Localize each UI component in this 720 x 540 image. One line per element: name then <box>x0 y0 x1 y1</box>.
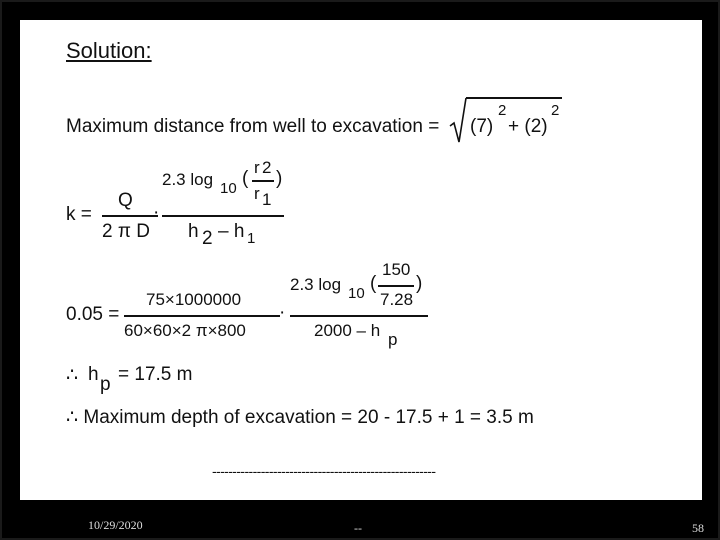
r2-subscript: 2 <box>262 158 272 177</box>
r2-symbol: r <box>254 158 260 177</box>
ratio-denominator: 7.28 <box>380 290 414 309</box>
k-log-base: 10 <box>220 180 237 197</box>
max-depth-result: ∴ Maximum depth of excavation = 20 - 17.5 + 1 = 3.5 m <box>66 407 534 428</box>
footer-center: -- <box>354 521 362 535</box>
sqrt-bar <box>466 97 562 99</box>
sqrt-term-2: + (2) <box>508 116 548 137</box>
k-numerator: Q <box>118 190 133 211</box>
r1-symbol: r <box>254 184 260 203</box>
sqrt-symbol <box>448 96 468 146</box>
eq3-lhs: 0.05 = <box>66 304 120 325</box>
max-distance-label: Maximum distance from well to excavation = <box>66 116 440 137</box>
eq3-log-base: 10 <box>348 285 365 302</box>
k-close-paren: ) <box>276 168 283 189</box>
page-number: 58 <box>692 521 704 535</box>
eq3-denominator-2: 2000 – h <box>314 321 381 340</box>
sqrt-term-1: (7) <box>470 116 494 137</box>
k-fraction-bar-1 <box>102 215 158 217</box>
k-dot: · <box>153 202 160 223</box>
eq3-close-paren: ) <box>416 273 423 294</box>
hp-symbol: h <box>88 364 99 385</box>
eq3-numerator: 75×1000000 <box>146 290 242 309</box>
r-ratio-bar <box>252 180 274 182</box>
footer-date: 10/29/2020 <box>88 518 143 532</box>
minus-h1: – h <box>218 221 245 242</box>
ratio-bar <box>378 285 414 287</box>
eq3-open-paren: ( <box>370 273 377 294</box>
hp-result: = 17.5 m <box>118 364 193 385</box>
h1-subscript: 1 <box>247 230 256 247</box>
h2-subscript: 2 <box>202 228 213 249</box>
eq3-log-prefix: 2.3 log <box>290 275 342 294</box>
h2-symbol: h <box>188 221 199 242</box>
hp-subscript-result: p <box>100 374 111 395</box>
k-denominator: 2 π D <box>102 221 150 242</box>
therefore-symbol: ∴ <box>66 365 79 386</box>
eq3-fraction-bar-1 <box>124 315 280 317</box>
eq3-dot: · <box>279 302 286 323</box>
k-open-paren: ( <box>242 168 249 189</box>
k-log-prefix: 2.3 log <box>162 170 214 189</box>
slide-canvas <box>20 20 702 500</box>
k-fraction-bar-2 <box>162 215 284 217</box>
hp-subscript: p <box>388 330 398 349</box>
k-lhs: k = <box>66 204 92 225</box>
sqrt-exp-2: 2 <box>551 102 560 119</box>
ratio-numerator: 150 <box>382 260 411 279</box>
divider-dashes: ------------------------------------------------------- <box>212 463 436 479</box>
r1-subscript: 1 <box>262 190 272 209</box>
solution-title: Solution: <box>66 38 152 63</box>
eq3-denominator: 60×60×2 π×800 <box>124 321 246 340</box>
eq3-fraction-bar-2 <box>290 315 428 317</box>
sqrt-exp-1: 2 <box>498 102 507 119</box>
